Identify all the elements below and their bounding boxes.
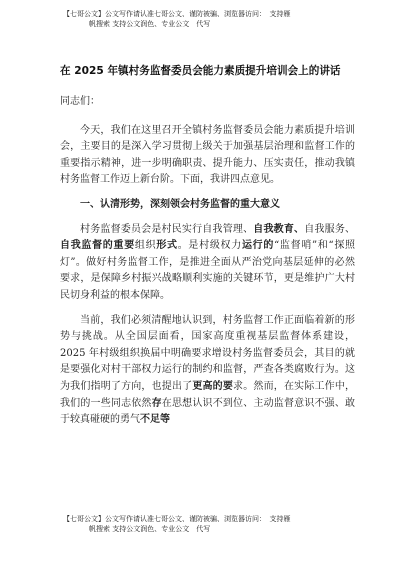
bold-run: 存 — [151, 397, 162, 409]
footer-line-2: 帆搜索 支持公文润色、专业公文 代写 — [89, 525, 211, 533]
header-line-2: 帆搜索 支持公文润色、专业公文 代写 — [89, 20, 211, 28]
document-title: 在 2025 年镇村务监督委员会能力素质提升培训会上的讲话 — [60, 65, 341, 77]
bold-run: 不足等 — [140, 414, 170, 426]
paragraph-2 — [60, 222, 355, 305]
bold-run: 形式 — [156, 240, 178, 252]
text-run: 在思想认识不到位、主动监督意识不强、敢于较真碰硬的勇气 — [60, 397, 356, 426]
page-header — [63, 9, 363, 29]
bold-run: 更高的要 — [192, 380, 234, 392]
text-run: 求。然而，在实际工作中，我们的一些同志依然 — [60, 380, 356, 409]
bold-run: 自我监督的重要 — [60, 240, 135, 252]
text-run: “监督哨”和“探照灯”。做好村务监督工作，是推进全面从严治党向基层延伸的必然要求，是保障乡村振兴战略顺利实施的关键环节，更是维护广大村民切身利益的根本保障。 — [60, 240, 356, 301]
salutation: 同志们： — [60, 96, 100, 107]
bold-run: 自我教育、 — [253, 223, 305, 235]
text-run: 组织 — [134, 240, 157, 252]
header-line-1: 【七哥公文】公文写作请认准七哥公文、谨防被骗、浏览器访问： 支持雁 — [63, 10, 291, 18]
page-footer — [63, 514, 363, 534]
text-run: 当前，我们必须清醒地认识到，村务监督工作正面临着新的形势与挑战。从全国层面看，国家高度重视基层监督体系建设，2025 年村级组织换届中明确要求增设村务监督委员会，其目的就是要强化对村干部权力运行的制约和监督，严查各类腐败行为。这为我们指明了方向，也提出了 — [60, 314, 355, 392]
section-heading-1: 一、认清形势，深刻领会村务监督的重大意义 — [80, 198, 280, 210]
text-run: 自我服务、 — [304, 223, 356, 235]
footer-line-1: 【七哥公文】公文写作请认准七哥公文、谨防被骗、浏览器访问： 支持雁 — [63, 515, 291, 523]
paragraph-3 — [60, 313, 355, 429]
text-run: 村务监督委员会是村民实行自我管理、 — [80, 223, 254, 235]
paragraph-intro: 今天，我们在这里召开全镇村务监督委员会能力素质提升培训会，主要目的是深入学习贯彻上级关于加强基层治理和监督工作的重要指示精神，进一步明确职责、提升能力、压实责任，推动我镇村务监督工作迈上新台阶。下面，我讲四点意见。 — [60, 124, 355, 186]
bold-run: 运行的 — [241, 240, 275, 252]
document-body — [60, 94, 355, 437]
text-run: 。是村级权力 — [177, 240, 242, 252]
